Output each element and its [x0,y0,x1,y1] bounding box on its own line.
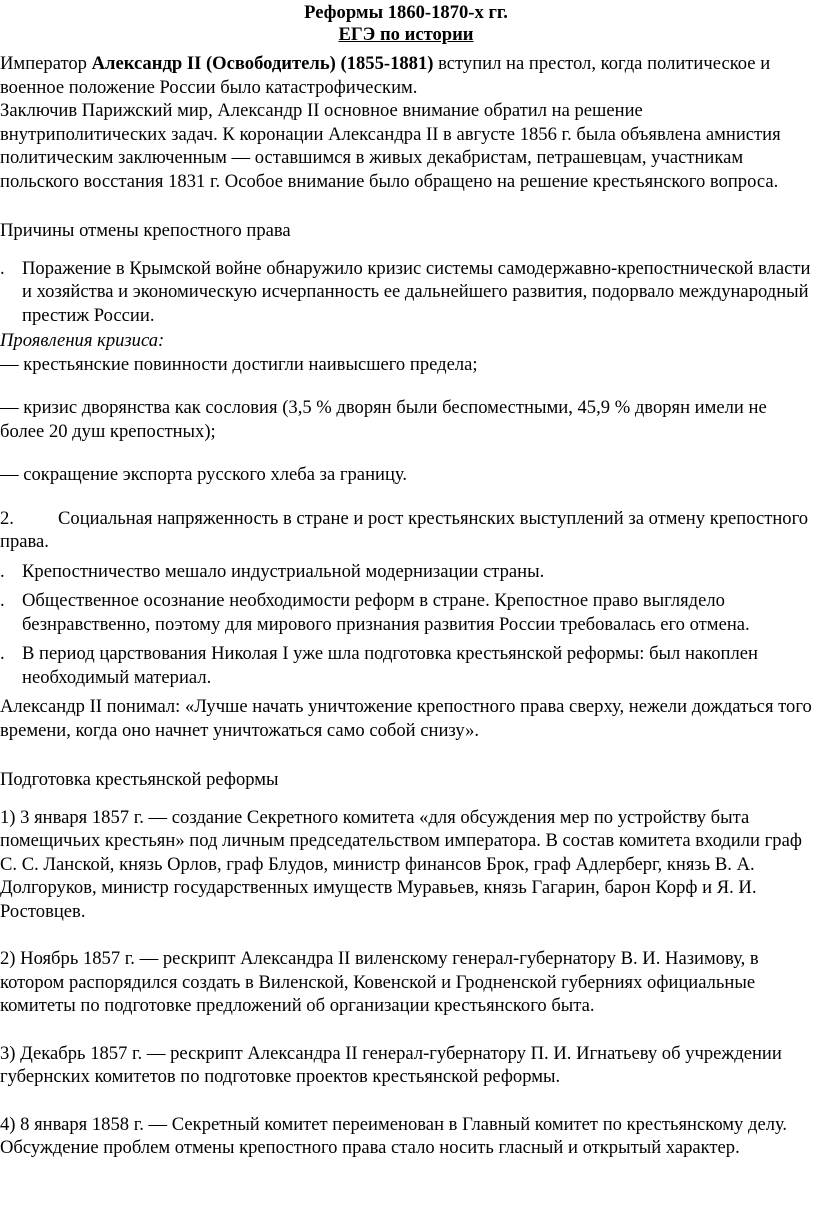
cause-item-5 [0,642,812,689]
emperor-name: Александр II (Освободитель) (1855-1881) [91,53,434,74]
preparation-step-3: 3) Декабрь 1857 г. — рескрипт Александра II генерал-губернатору П. И. Игнатьеву об учреждении губернских комитетов по подготовке проектов крестьянской реформы. [0,1042,782,1087]
cause-item-3-text: Крепостничество мешало индустриальной модернизации страны. [22,560,545,582]
cause-item-1 [0,257,812,328]
cause-item-3 [0,560,812,584]
list-marker: . [0,643,5,664]
document-subtitle: ЕГЭ по истории [338,24,474,45]
cause-item-1-text: Поражение в Крымской войне обнаружило кризис системы самодержавно-крепостнической власти и хозяйства и экономическую исчерпанность ее дальнейшего развития, подорвало международный престиж России. [22,257,811,326]
spacer [0,1089,812,1113]
crisis-label: Проявления кризиса: [0,330,165,351]
crisis-item-2: — кризис дворянства как сословия (3,5 % дворян были беспоместными, 45,9 % дворян имели не более 20 душ крепостных); [0,397,767,442]
spacer [0,792,812,806]
crisis-item-1: — крестьянские повинности достигли наивысшего предела; [0,353,478,375]
intro-paragraph-1 [0,52,812,99]
preparation-step-2: 2) Ноябрь 1857 г. — рескрипт Александра II виленскому генерал-губернатору В. И. Назимову, в котором распорядился создать в Виленской, Ковенской и Гродненской губерниях официальные комитеты по подготовке предложений об организации крестьянского быта. [0,948,759,1016]
cause-item-2-number: 2. [0,507,14,529]
preparation-step-4: 4) 8 января 1858 г. — Секретный комитет переименован в Главный комитет по крестьянскому делу. Обсуждение проблем отмены крепостного права стало носить гласный и открытый характер. [0,1113,788,1158]
cause-item-2 [0,507,812,554]
spacer [0,193,812,219]
preparation-step-1: 1) 3 января 1857 г. — создание Секретного комитета «для обсуждения мер по устройству быта помещичьих крестьян» под личным председательством императора. В состав комитета входили граф С. С. Ланской, князь Орлов, граф Блудов, министр финансов Брок, граф Адлерберг, князь В. А. Долгоруков, министр государственных имуществ Муравьев, князь Гагарин, барон Корф и Я. И. Ростовцев. [0,806,802,922]
alexander-quote: Александр II понимал: «Лучше начать уничтожение крепостного права сверху, нежели дождаться того времени, когда оно начнет уничтожаться само собой снизу». [0,696,812,741]
cause-item-4 [0,589,812,636]
preparation-heading: Подготовка крестьянской реформы [0,769,279,790]
document-title: Реформы 1860-1870-х гг. [304,2,508,23]
spacer [0,376,812,396]
spacer [0,487,812,507]
intro-paragraph-2: Заключив Парижский мир, Александр II основное внимание обратил на решение внутриполитических задач. К коронации Александра II в августе 1856 г. была объявлена амнистия политическим заключенным — оставшимся в живых декабристам, петрашевцам, участникам польского восстания 1831 г. Особое внимание было обращено на решение крестьянского вопроса. [0,100,781,192]
list-marker: . [0,257,5,279]
cause-item-5-text: В период царствования Николая I уже шла подготовка крестьянской реформы: был накоплен необходимый материал. [22,643,758,688]
list-marker: . [0,590,5,611]
cause-item-2-text: Социальная напряженность в стране и рост крестьянских выступлений за отмену крепостного права. [0,507,809,552]
spacer [0,243,812,257]
list-marker: . [0,560,5,582]
crisis-item-3: — сокращение экспорта русского хлеба за границу. [0,464,408,485]
spacer [0,1018,812,1042]
spacer [0,742,812,768]
spacer [0,923,812,947]
cause-item-4-text: Общественное осознание необходимости реформ в стране. Крепостное право выглядело безнравственно, поэтому для мирового признания развития России требовалась его отмена. [22,590,750,635]
spacer [0,443,812,463]
causes-heading: Причины отмены крепостного права [0,220,291,241]
intro-text-after: вступил на престол, когда политическое и военное положение России было катастрофическим. [0,53,771,98]
intro-text-before: Император [0,53,92,74]
